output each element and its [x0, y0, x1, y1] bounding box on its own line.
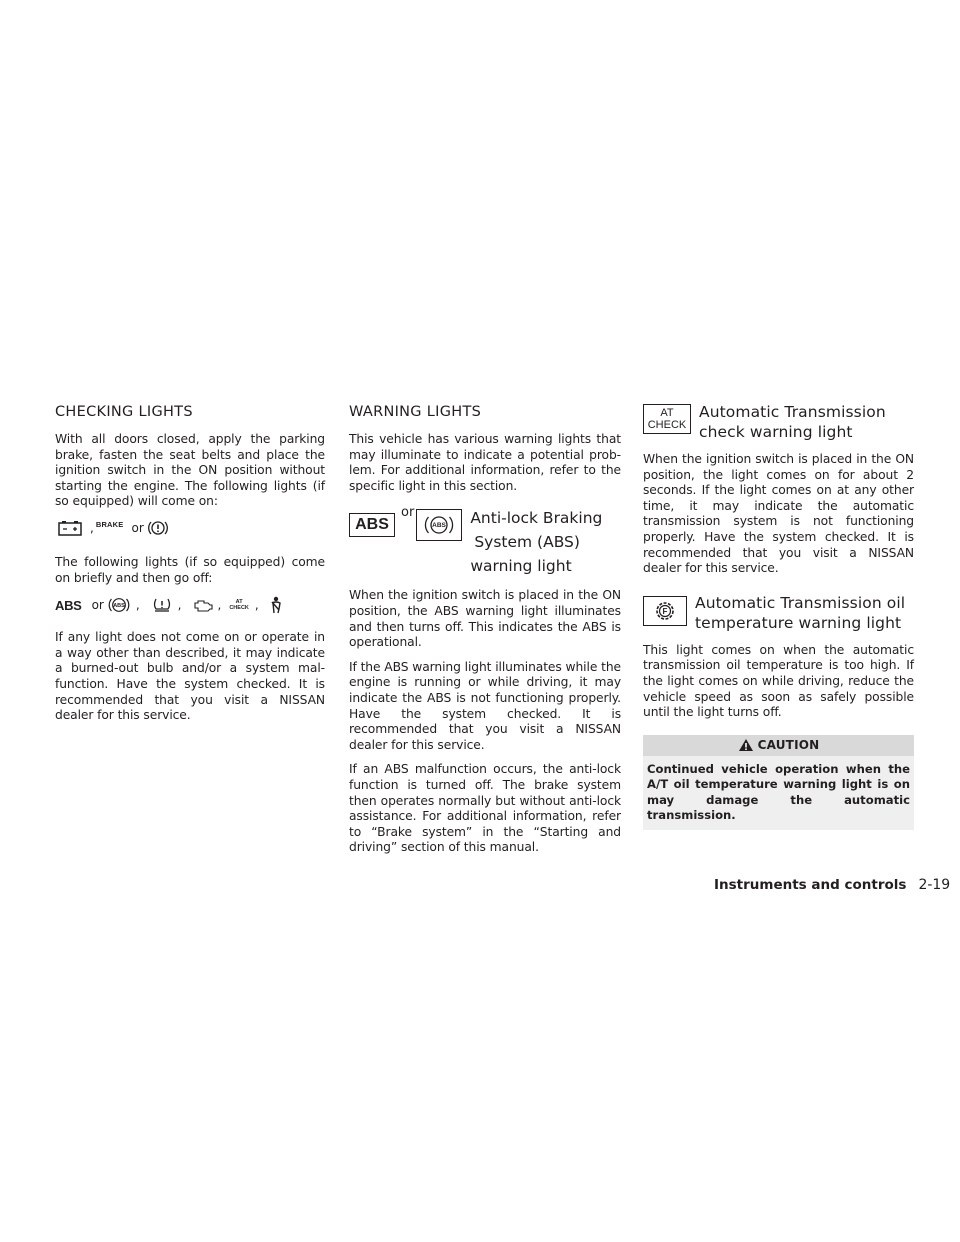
at-check-heading — [643, 402, 914, 442]
at-check-small-icon: AT CHECK — [229, 599, 249, 612]
abs-circle-icon — [416, 509, 462, 541]
or-separator: or — [91, 598, 104, 613]
checking-lights-column — [55, 402, 325, 733]
abs-box-icon: ABS — [349, 513, 395, 537]
oil-temp-heading — [643, 593, 914, 633]
warning-lights-heading: WARNING LIGHTS — [349, 404, 482, 420]
svg-text:F: F — [662, 606, 668, 616]
checking-lights-paragraph-1: With all doors closed, apply the parking brake, fasten the seat belts and place the ignition switch in the ON position without starting the engine. The following lights (if so equipped) will come on: — [55, 432, 325, 509]
abs-paragraph-2: If the ABS warning light illuminates while the engine is running or while driving, it may indicate the ABS is not functioning properly. Have the system checked. It is recommended that you visit a NISSAN dealer for this service. — [349, 659, 621, 752]
checking-lights-paragraph-2: The following lights (if so equipped) come on briefly and then go off: — [55, 554, 325, 585]
oil-temp-title: Automatic Transmission oil temperature warning light — [695, 593, 906, 632]
abs-paragraph-1: When the ignition switch is placed in the ON position, the ABS warning light illuminates and then turns off. This indicates the ABS is operational. — [349, 588, 621, 650]
checking-lights-paragraph-3: If any light does not come on or operate in a way other than described, it may indicate a burned-out bulb and/or a system mal-function. Have the system checked. It is recommended that you visit a NISSAN dealer for this service. — [55, 630, 325, 723]
or-label: or — [401, 505, 415, 521]
engine-light-icon — [192, 597, 214, 613]
battery-charge-icon — [58, 520, 82, 536]
abs-heading-title: Anti-lock Braking System (ABS) warning light — [470, 509, 603, 576]
section-name: Instruments and controls — [714, 877, 907, 893]
warning-lights-column — [349, 402, 621, 865]
at-check-paragraph: When the ignition switch is placed in the ON position, the light comes on for about 2 seconds. If the light comes on at any other time, it may indicate the automatic transmission system is not functioning properly. Have the system checked. It is recommended that you visit a NISSAN dealer for this service. — [643, 452, 914, 576]
comma-separator: , — [217, 598, 222, 613]
abs-warning-icon — [108, 596, 130, 614]
comma-separator: , — [177, 598, 182, 613]
caution-text: Continued vehicle operation when the A/T oil temperature warning light is on may damage the automatic transmission. — [643, 756, 914, 830]
abs-paragraph-3: If an ABS malfunction occurs, the anti-lock function is turned off. The brake system then operates normally but without anti-lock assistance. For additional information, refer to “Brake system” in the “Starting and driving” section of this manual. — [349, 762, 621, 855]
svg-text:ABS: ABS — [432, 522, 447, 530]
tire-pressure-icon — [152, 597, 172, 613]
brake-text-icon: BRAKE — [95, 520, 124, 530]
transmission-column — [643, 402, 914, 830]
abs-warning-heading — [349, 506, 621, 578]
comma-separator: , — [254, 598, 259, 613]
checking-lights-heading: CHECKING LIGHTS — [55, 404, 193, 420]
seat-belt-icon — [269, 596, 283, 614]
at-check-icon: AT CHECK — [643, 404, 691, 434]
caution-warning-icon — [738, 738, 754, 752]
brake-warning-icon — [148, 519, 168, 537]
svg-text:ABS: ABS — [113, 603, 125, 610]
page-footer — [714, 877, 950, 893]
caution-box — [643, 735, 914, 830]
caution-header — [643, 735, 914, 756]
checking-lights-icon-row-1 — [55, 519, 325, 537]
abs-text-icon: ABS — [55, 597, 82, 613]
at-check-title: Automatic Transmission check warning light — [699, 403, 886, 441]
page-number: 2-19 — [918, 877, 951, 893]
comma-separator: , — [135, 598, 140, 613]
or-separator: or — [131, 520, 144, 535]
caution-title: CAUTION — [757, 738, 820, 753]
comma-separator: , — [90, 520, 94, 535]
warning-lights-intro: This vehicle has various warning lights that may illuminate to indicate a potential prob-lem. For additional information, refer to the specific light in this section. — [349, 432, 621, 493]
checking-lights-icon-row-2 — [55, 596, 325, 614]
oil-temp-paragraph: This light comes on when the automatic transmission oil temperature is too high. If the light comes on while driving, reduce the vehicle speed as soon as safely possible until the light turns off. — [643, 642, 914, 720]
oil-temperature-icon — [643, 596, 687, 626]
